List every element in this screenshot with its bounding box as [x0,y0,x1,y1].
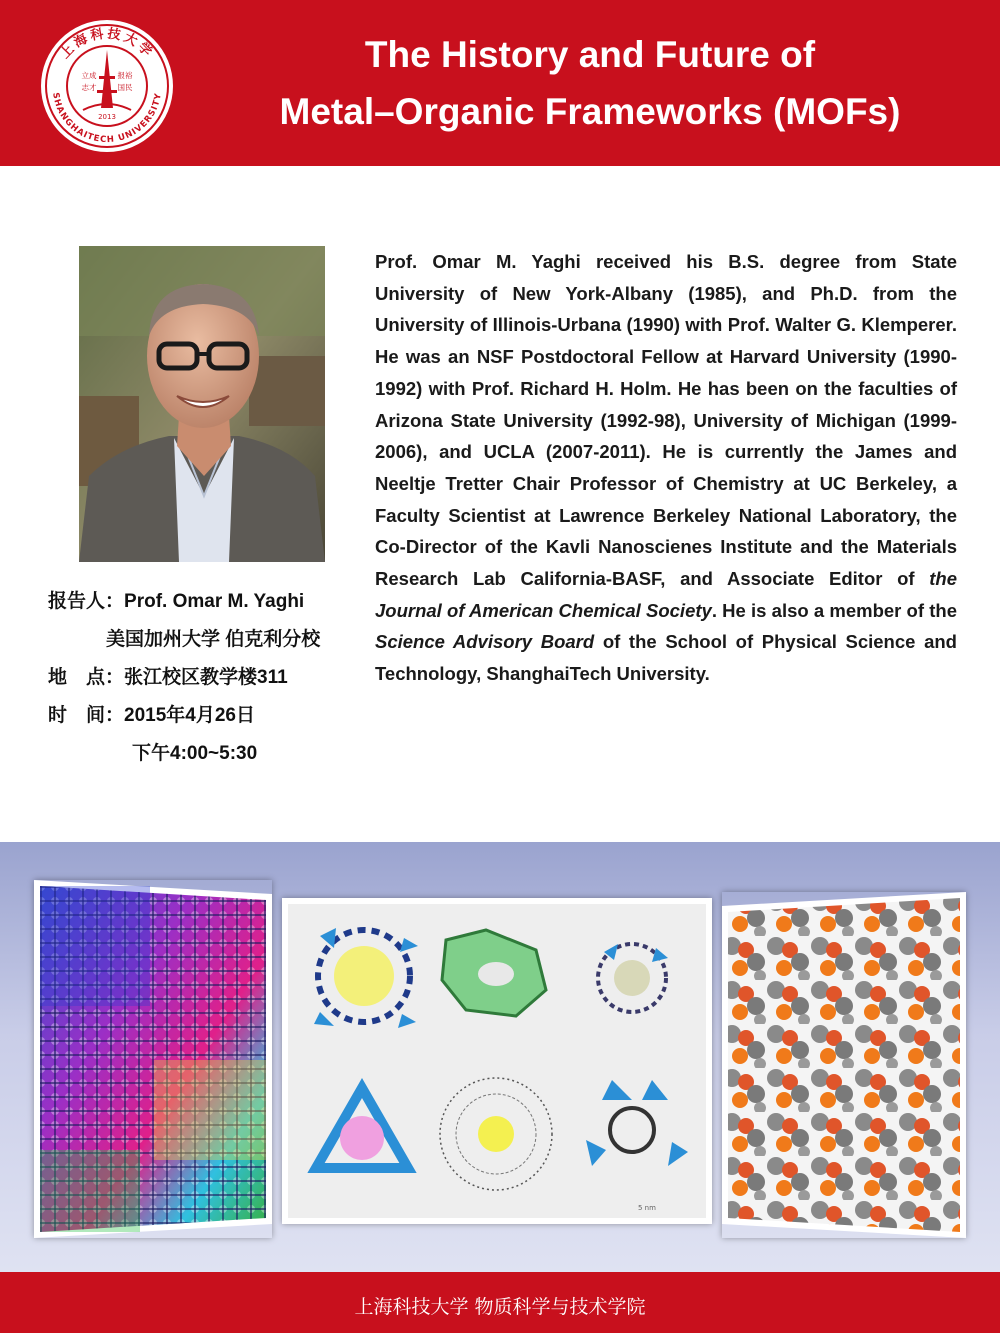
svg-text:志才: 志才 [81,83,97,92]
time-label: 时 间： [48,705,125,726]
place-value: 张江校区教学楼311 [124,667,288,688]
date-value: 2015年4月26日 [124,705,255,726]
bio-journal: the Journal of American Chemical Society [375,568,957,621]
svg-text:立成: 立成 [81,71,97,80]
mof-structures-image [282,898,712,1224]
university-logo [39,18,175,154]
header-bar [0,0,1000,166]
title-line-1: The History and Future of [364,34,816,75]
mof-lattice-image [34,880,272,1238]
title-line-2: Metal–Organic Frameworks (MOFs) [279,91,901,132]
scale-label: 5 nm [638,1204,656,1212]
svg-text:国民: 国民 [117,83,133,92]
footer-text: 上海科技大学 物质科学与技术学院 [354,1296,646,1318]
speaker-affiliation: 美国加州大学 伯克利分校 [106,629,321,650]
speaker-portrait [79,246,325,562]
bio-part-1: Prof. Omar M. Yaghi received his B.S. degree from State University of New York-Albany (1985), and Ph.D. from the University of Illinois-Urbana (1990) with Prof. Walter G. Klemperer. He was an NSF Postdoctoral Fellow at Harvard University (1990-1992) with Prof. Richard H. Holm. He has been on the faculties of Arizona State University (1992-98), University of Michigan (1999-2006), and UCLA (2007-2011). He is currently the James and Neeltje Tretter Chair Professor of Chemistry at UC Berkeley, a Faculty Scientist at Lawrence Berkeley National Laboratory, the Co-Director of the Kavli Nanoscienes Institute and the Materials Research Lab California-BASF, and Associate Editor of [375,251,957,590]
mof-spacefill-image [722,892,966,1238]
bio-board: Science Advisory Board [375,631,595,653]
speaker-bio [375,246,957,690]
svg-text:2013: 2013 [98,113,116,121]
svg-text:报裕: 报裕 [117,71,133,80]
bio-part-2: . He is also a member of the [711,599,957,621]
speaker-row [48,590,304,614]
date-row [48,704,255,728]
place-row [48,666,288,690]
speaker-label: 报告人： [48,591,125,612]
bio-part-3: of the School of Physical Science and Technology, ShanghaiTech University. [375,631,957,685]
svg-text:SHANGHAITECH UNIVERSITY: SHANGHAITECH UNIVERSITY [50,91,164,146]
svg-text:上海科技大学: 上海科技大学 [57,26,157,62]
time-value: 下午4:00~5:30 [132,743,258,764]
place-label: 地 点： [48,667,125,688]
speaker-name: Prof. Omar M. Yaghi [124,591,305,612]
mof-image-band [0,842,1000,1272]
footer-bar [0,1272,1000,1333]
